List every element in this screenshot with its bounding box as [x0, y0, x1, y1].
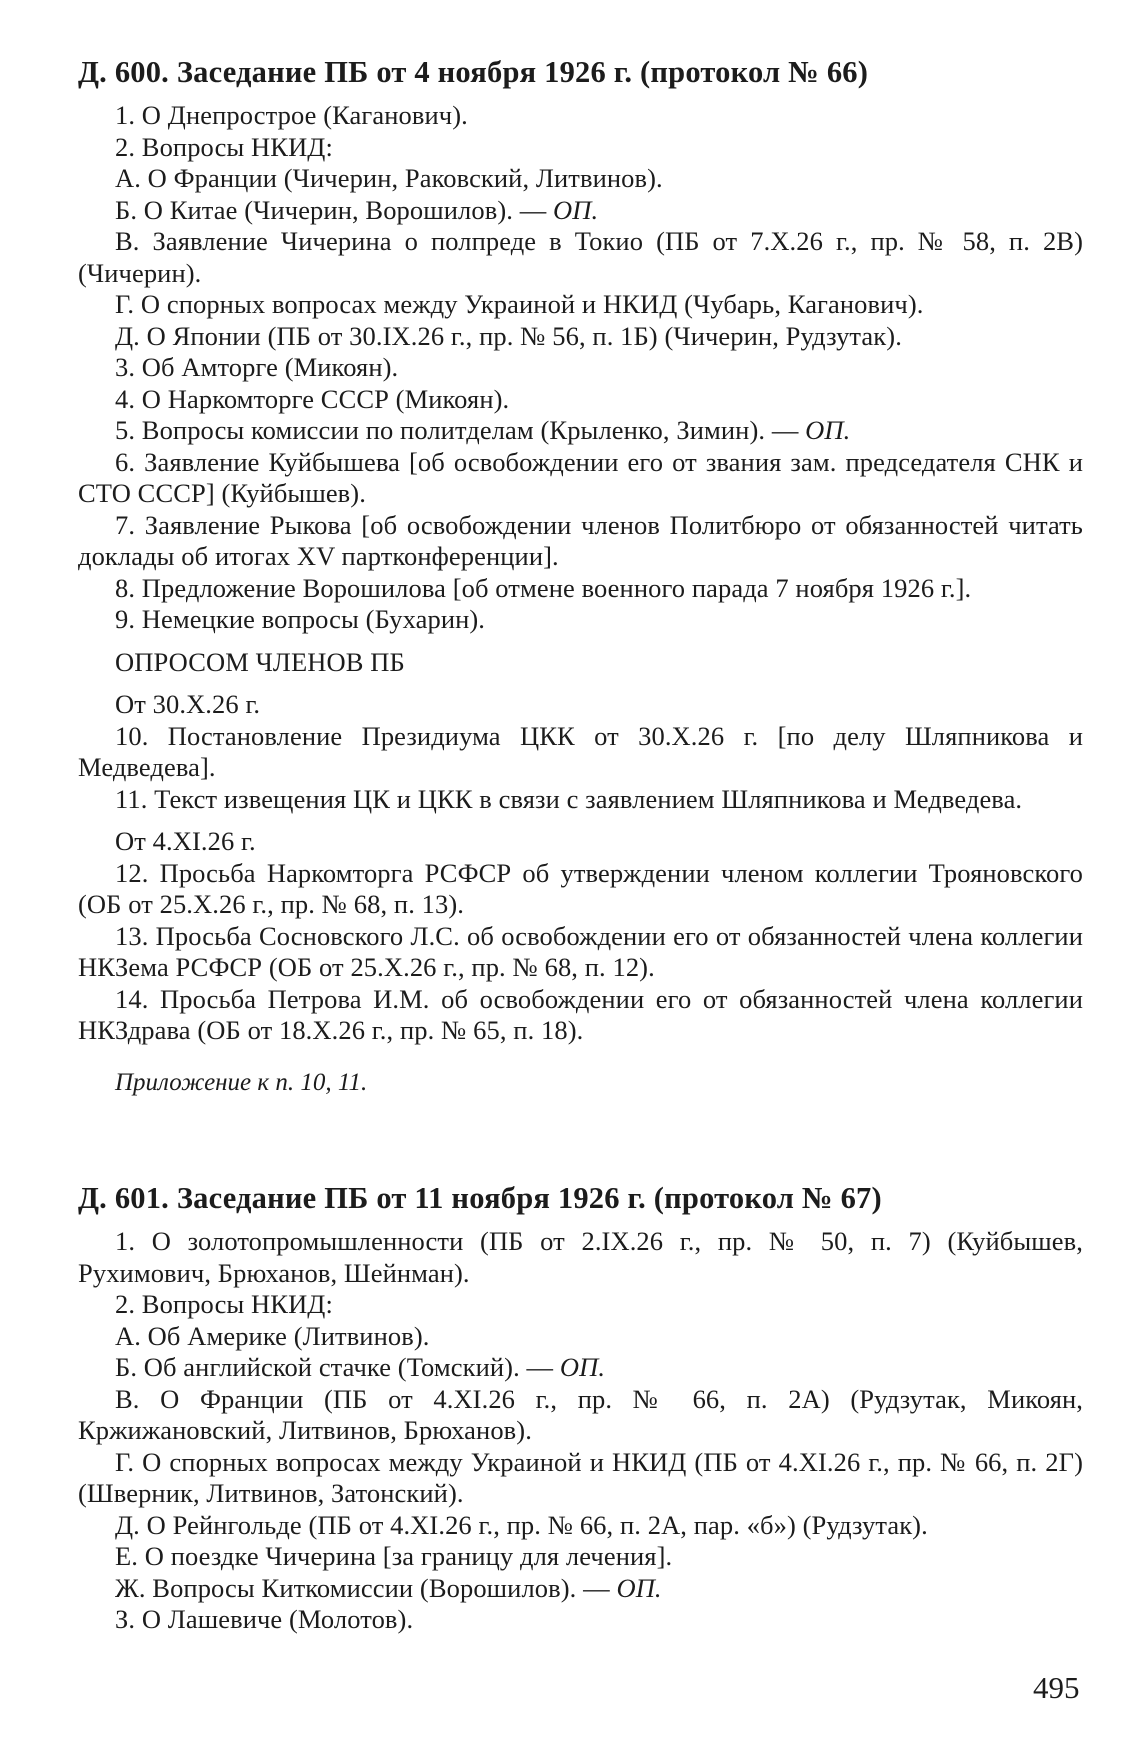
annex-note: Приложение к п. 10, 11.: [115, 1068, 368, 1096]
agenda-item: Г. О спорных вопросах между Украиной и НКИД (Чубарь, Каганович).: [115, 289, 924, 319]
agenda-item: 8. Предложение Ворошилова [об отмене военного парада 7 ноября 1926 г.].: [115, 572, 972, 603]
agenda-item: Д. О Японии (ПБ от 30.IX.26 г., пр. № 56, п. 1Б) (Чичерин, Рудзутак).: [115, 320, 902, 351]
date-line: От 30.X.26 г.: [115, 689, 261, 719]
doc601-agenda: [78, 1226, 1083, 1636]
op-mark: ОП.: [553, 194, 599, 225]
agenda-item: 12. Просьба Наркомторга РСФСР об утверждении членом коллегии Трояновского (ОБ от 25.X.26 г., пр. № 68, п. 13).: [78, 857, 1083, 919]
agenda-item: 10. Постановление Президиума ЦКК от 30.X.26 г. [по делу Шляпникова и Медведева].: [78, 720, 1083, 782]
agenda-item: 11. Текст извещения ЦК и ЦКК в связи с заявлением Шляпникова и Медведева.: [115, 783, 1023, 814]
agenda-item: Е. О поездке Чичерина [за границу для лечения].: [115, 1541, 673, 1571]
opros-heading: ОПРОСОМ ЧЛЕНОВ ПБ: [115, 646, 405, 677]
agenda-item: 6. Заявление Куйбышева [об освобождении его от звания зам. председателя СНК и СТО СССР] (Куйбышев).: [78, 446, 1083, 508]
agenda-item: 13. Просьба Сосновского Л.С. об освобождении его от обязанностей члена коллегии НКЗема РСФСР (ОБ от 25.X.26 г., пр. № 68, п. 12).: [78, 920, 1083, 982]
agenda-item: З. О Лашевиче (Молотов).: [115, 1604, 414, 1634]
agenda-item: 4. О Наркомторге СССР (Микоян).: [115, 383, 510, 414]
date-line: От 4.XI.26 г.: [115, 826, 256, 856]
agenda-item: 1. О Днепрострое (Каганович).: [115, 100, 468, 130]
agenda-item: 5. Вопросы комиссии по политделам (Крыленко, Зимин). — ОП.: [115, 415, 851, 445]
agenda-item: 1. О золотопромышленности (ПБ от 2.IX.26 г., пр. № 50, п. 7) (Куйбышев, Рухимович, Брюханов, Шейнман).: [78, 1226, 1083, 1288]
agenda-item: Б. Об английской стачке (Томский). — ОП.: [115, 1352, 606, 1382]
doc600-agenda: [78, 100, 1083, 636]
agenda-item: А. О Франции (Чичерин, Раковский, Литвинов).: [115, 163, 663, 193]
agenda-item: 14. Просьба Петрова И.М. об освобождении его от обязанностей члена коллегии НКЗдрава (ОБ от 18.X.26 г., пр. № 65, п. 18).: [78, 983, 1083, 1045]
agenda-item: 2. Вопросы НКИД:: [115, 1289, 333, 1319]
document-600: [78, 52, 1083, 1098]
document-601: [78, 1178, 1083, 1636]
agenda-item: Д. О Рейнгольде (ПБ от 4.XI.26 г., пр. № 66, п. 2А, пар. «б») (Рудзутак).: [115, 1509, 928, 1540]
agenda-item: 7. Заявление Рыкова [об освобождении членов Политбюро от обязанностей читать доклады об итогах XV партконференции].: [78, 509, 1083, 571]
page-number: 495: [1033, 1670, 1080, 1705]
agenda-item: Б. О Китае (Чичерин, Ворошилов). — ОП.: [115, 194, 599, 225]
agenda-item: Ж. Вопросы Киткомиссии (Ворошилов). — ОП.: [115, 1572, 662, 1603]
agenda-item: 2. Вопросы НКИД:: [115, 131, 333, 162]
op-mark: ОП.: [805, 415, 851, 445]
agenda-item: 9. Немецкие вопросы (Бухарин).: [115, 604, 486, 634]
agenda-item: 3. Об Амторге (Микоян).: [115, 352, 399, 382]
doc600-title: Д. 600. Заседание ПБ от 4 ноября 1926 г. (протокол № 66): [78, 55, 869, 89]
op-mark: ОП.: [559, 1352, 606, 1382]
agenda-item: В. О Франции (ПБ от 4.XI.26 г., пр. № 66, п. 2А) (Рудзутак, Микоян, Кржижановский, Литвинов, Брюханов).: [78, 1383, 1083, 1445]
agenda-item: В. Заявление Чичерина о полпреде в Токио (ПБ от 7.X.26 г., пр. № 58, п. 2В) (Чичерин).: [78, 226, 1083, 288]
op-mark: ОП.: [616, 1572, 662, 1603]
doc601-title: Д. 601. Заседание ПБ от 11 ноября 1926 г. (протокол № 67): [78, 1181, 882, 1215]
agenda-item: Г. О спорных вопросах между Украиной и НКИД (ПБ от 4.XI.26 г., пр. № 66, п. 2Г) (Шверник, Литвинов, Затонский).: [78, 1446, 1083, 1508]
agenda-item: А. Об Америке (Литвинов).: [115, 1320, 430, 1351]
